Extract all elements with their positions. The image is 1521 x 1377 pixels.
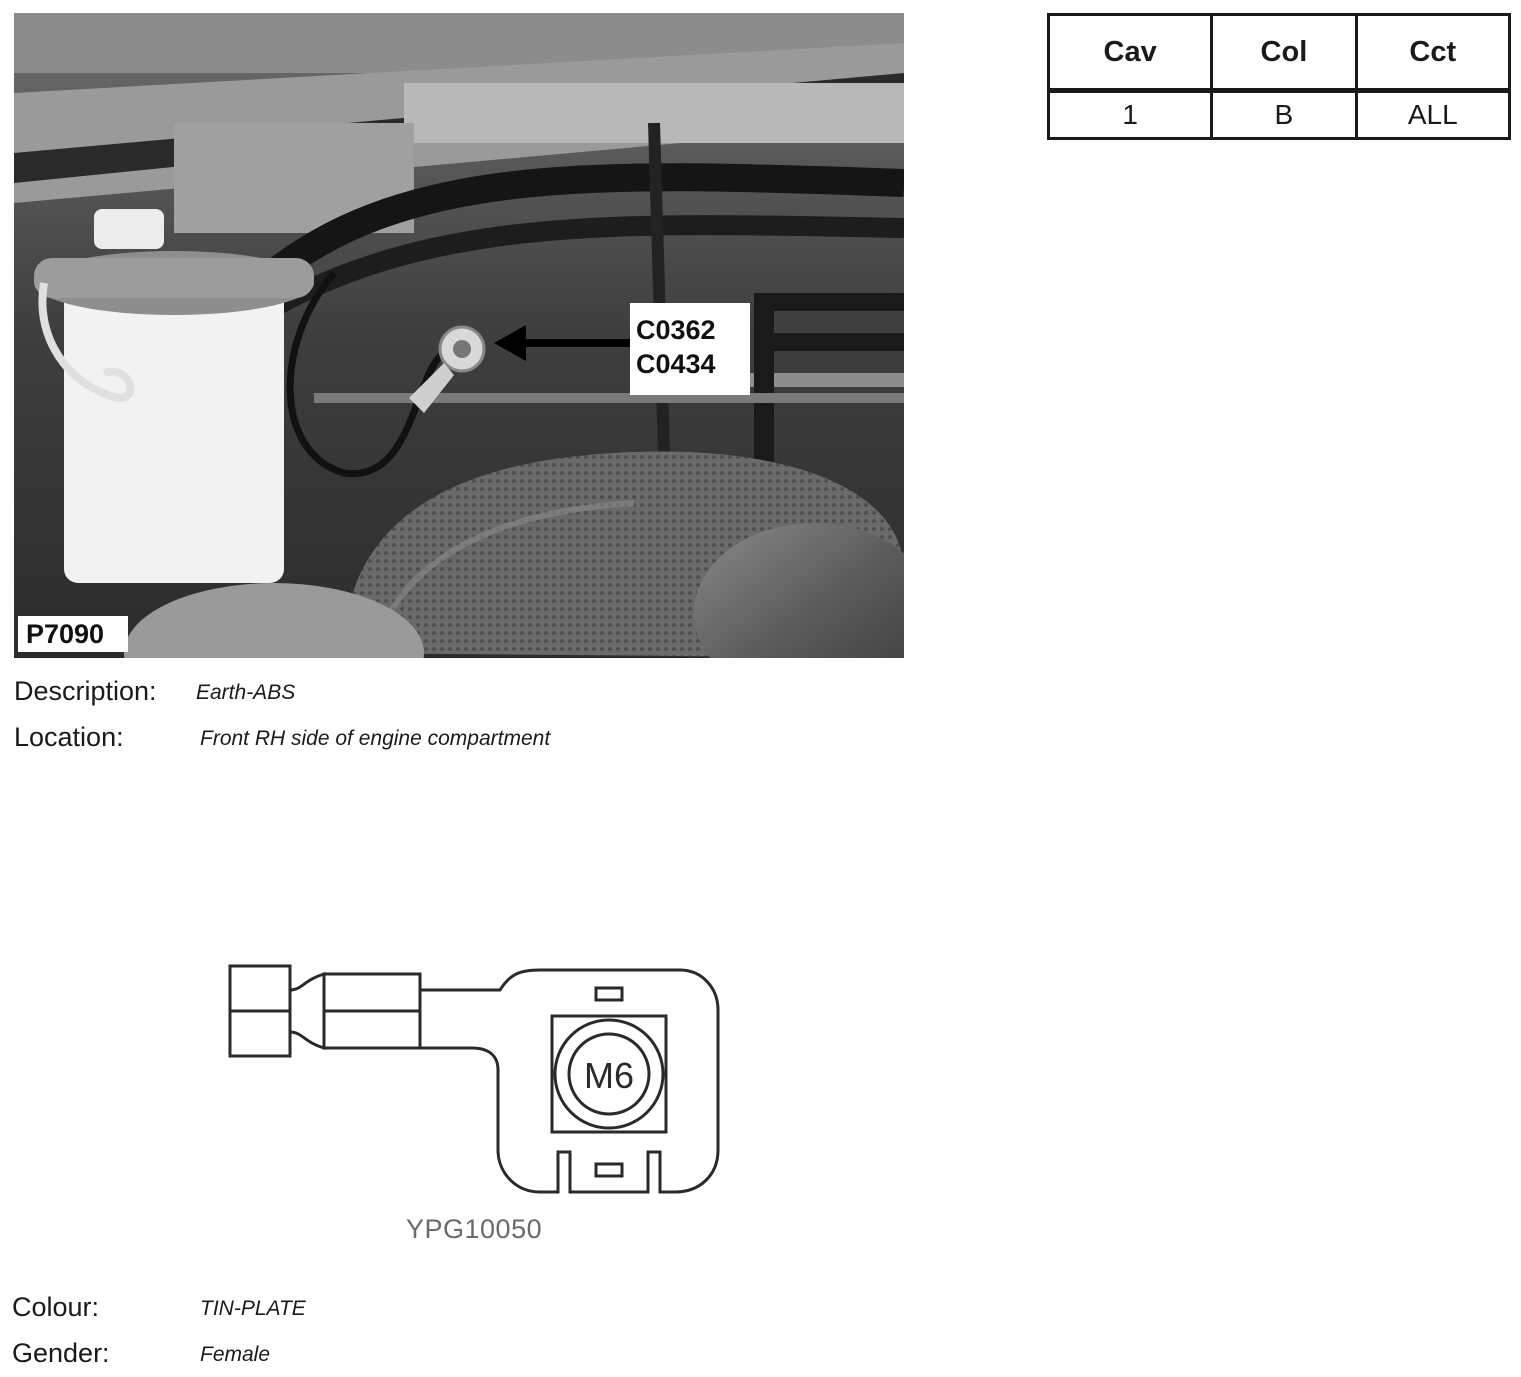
terminal-diagram (220, 960, 740, 1210)
header-cav: Cav (1049, 15, 1212, 91)
diagram-reference: YPG10050 (406, 1214, 543, 1244)
description-value: Earth-ABS (196, 681, 296, 704)
location-photo (14, 13, 904, 658)
cell-cct: ALL (1356, 91, 1509, 139)
colour-value: TIN-PLATE (200, 1297, 306, 1320)
callout-line-2: C0434 (636, 349, 716, 379)
header-col: Col (1212, 15, 1356, 91)
stud-size-label: M6 (583, 1055, 635, 1096)
gender-value: Female (200, 1343, 271, 1366)
colour-label: Colour: (12, 1292, 100, 1322)
cell-cav: 1 (1049, 91, 1212, 139)
callout-line-1: C0362 (636, 315, 716, 345)
location-label: Location: (14, 722, 124, 752)
description-label: Description: (14, 676, 157, 706)
header-cct: Cct (1356, 15, 1509, 91)
pinout-table (1047, 13, 1511, 140)
ring-terminal-outline (230, 966, 718, 1192)
cell-col: B (1212, 91, 1356, 139)
location-value: Front RH side of engine compartment (200, 727, 551, 750)
engine-bay-illustration (14, 13, 904, 658)
gender-label: Gender: (12, 1338, 110, 1368)
table-header-row (1049, 15, 1510, 91)
connector-callout (630, 303, 750, 395)
photo-id-label: P7090 (18, 616, 128, 652)
table-row (1049, 91, 1510, 139)
